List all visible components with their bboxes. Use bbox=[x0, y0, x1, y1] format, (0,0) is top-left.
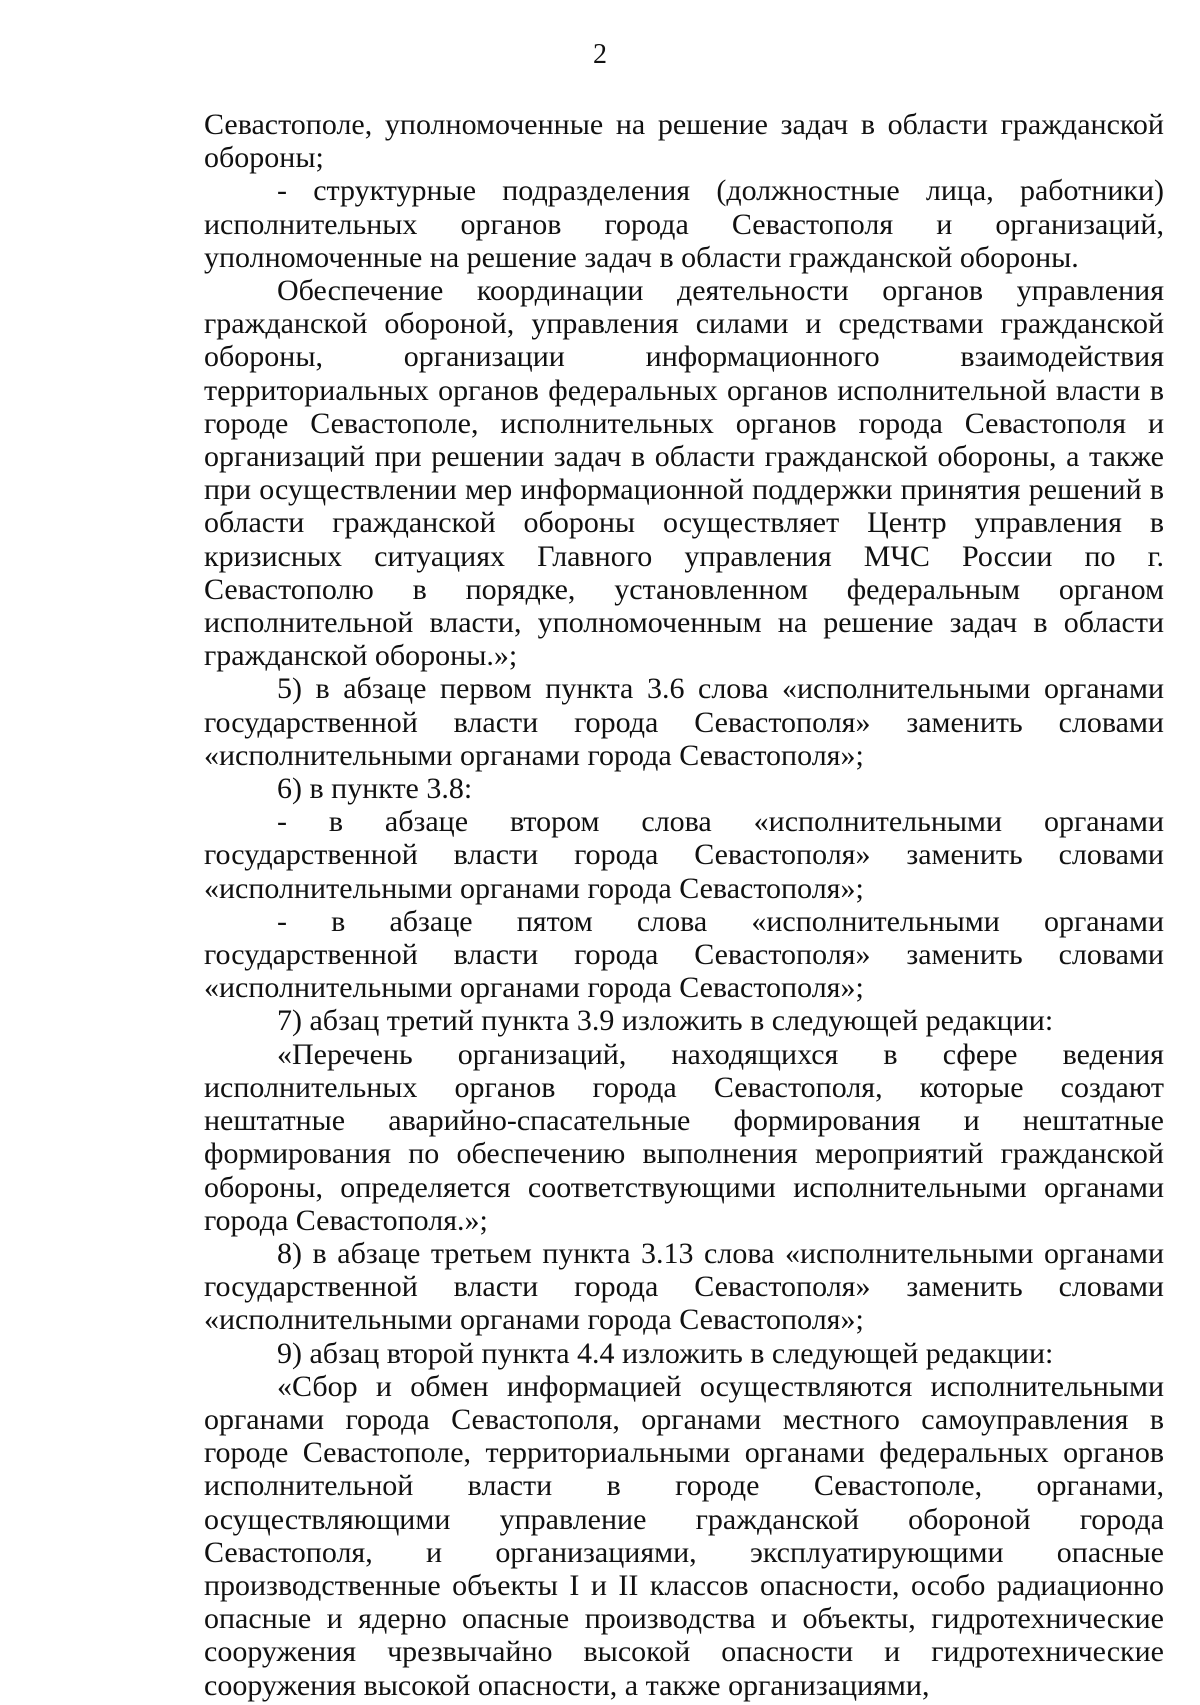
paragraph: «Перечень организаций, находящихся в сфере ведения исполнительных органов города Севастополя, которые создают нештатные аварийно-спасательные формирования и нештатные формирования по обеспечению выполнения мероприятий гражданской обороны, определяется соответствующими исполнительными органами города Севастополя.»; bbox=[204, 1037, 1164, 1237]
paragraph: Обеспечение координации деятельности органов управления гражданской обороной, управления силами и средствами гражданской обороны, организации информационного взаимодействия территориальных органов федеральных органов исполнительной власти в городе Севастополе, исполнительных органов города Севастополя и организаций при решении задач в области гражданской обороны, а также при осуществлении мер информационной поддержки принятия решений в области гражданской обороны осуществляет Центр управления в кризисных ситуациях Главного управления МЧС России по г. Севастополю в порядке, установленном федеральным органом исполнительной власти, уполномоченным на решение задач в области гражданской обороны.»; bbox=[204, 274, 1164, 673]
paragraph: 5) в абзаце первом пункта 3.6 слова «исполнительными органами государственной власти города Севастополя» заменить словами «исполнительными органами города Севастополя»; bbox=[204, 672, 1164, 772]
paragraph: Севастополе, уполномоченные на решение задач в области гражданской обороны; bbox=[204, 108, 1164, 175]
paragraph: 8) в абзаце третьем пункта 3.13 слова «исполнительными органами государственной власти города Севастополя» заменить словами «исполнительными органами города Севастополя»; bbox=[204, 1236, 1164, 1337]
paragraph: - структурные подразделения (должностные лица, работники) исполнительных органов города Севастополя и организаций, уполномоченные на решение задач в области гражданской обороны. bbox=[204, 174, 1164, 274]
paragraph: «Сбор и обмен информацией осуществляются исполнительными органами города Севастополя, органами местного самоуправления в городе Севастополе, территориальными органами федеральных органов исполнительной власти в городе Севастополе, органами, осуществляющими управление гражданской обороной города Севастополя, и организациями, эксплуатирующими опасные производственные объекты I и II классов опасности, особо радиационно опасные и ядерно опасные производства и объекты, гидротехнические сооружения чрезвычайно высокой опасности и гидротехнические сооружения высокой опасности, а также организациями, bbox=[204, 1369, 1164, 1702]
paragraph: 7) абзац третий пункта 3.9 изложить в следующей редакции: bbox=[277, 1004, 1054, 1038]
page-number: 2 bbox=[593, 39, 607, 70]
paragraph: 9) абзац второй пункта 4.4 изложить в следующей редакции: bbox=[277, 1336, 1054, 1370]
paragraph: - в абзаце втором слова «исполнительными органами государственной власти города Севастополя» заменить словами «исполнительными органами города Севастополя»; bbox=[204, 805, 1164, 905]
paragraph: 6) в пункте 3.8: bbox=[277, 772, 473, 806]
paragraph: - в абзаце пятом слова «исполнительными органами государственной власти города Севастополя» заменить словами «исполнительными органами города Севастополя»; bbox=[204, 904, 1164, 1005]
document-body bbox=[204, 108, 1164, 1702]
